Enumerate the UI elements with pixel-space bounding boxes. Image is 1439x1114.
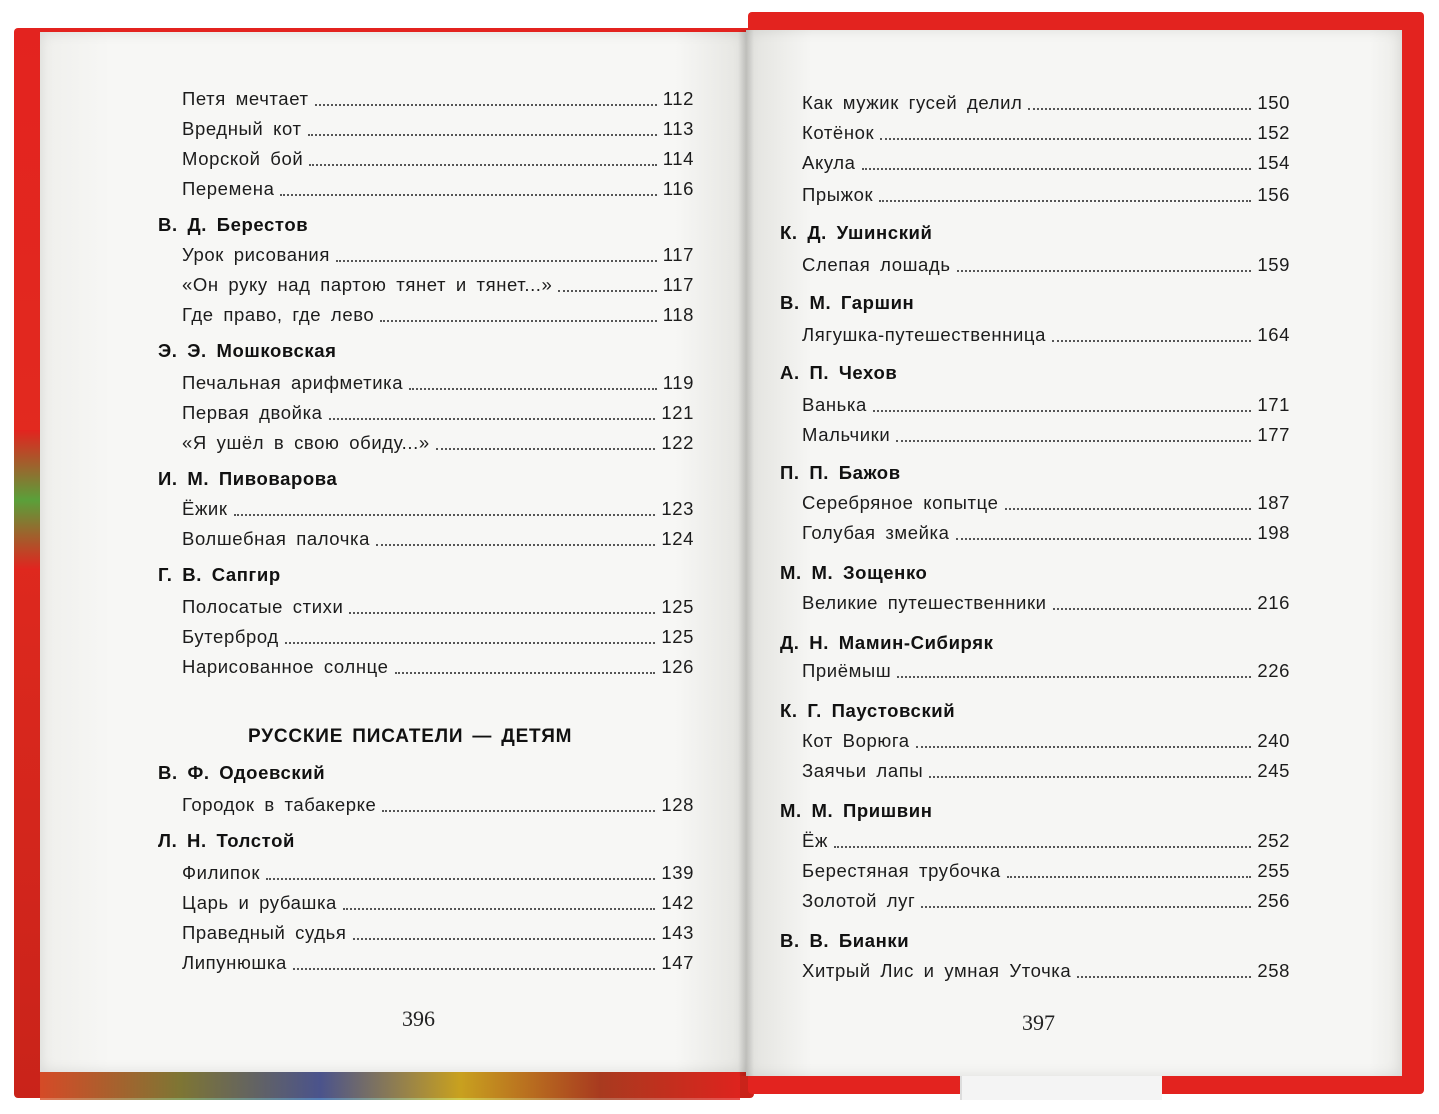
toc-entry-title: Великие путешественники [802, 592, 1047, 613]
toc-entry-page: 117 [662, 244, 694, 265]
toc-entry-title: Морской бой [182, 148, 304, 169]
toc-entry[interactable] [802, 122, 1290, 144]
toc-entry-title: Где право, где лево [182, 304, 375, 325]
toc-dot-leader [436, 448, 656, 450]
toc-entry-page: 124 [661, 528, 694, 549]
toc-entry[interactable] [802, 522, 1290, 544]
toc-entry-page: 125 [661, 596, 694, 617]
toc-entry-title: Полосатые стихи [182, 596, 344, 617]
toc-entry[interactable] [182, 432, 694, 454]
toc-entry-page: 164 [1257, 324, 1290, 345]
toc-dot-leader [834, 846, 1251, 848]
toc-entry-page: 128 [661, 794, 694, 815]
toc-dot-leader [1005, 508, 1252, 510]
toc-dot-leader [280, 194, 656, 196]
toc-author-heading: В. Д. Берестов [158, 214, 309, 235]
toc-entry-page: 126 [661, 656, 694, 677]
toc-entry[interactable] [182, 596, 694, 618]
toc-dot-leader [956, 538, 1252, 540]
toc-entry-page: 177 [1257, 424, 1290, 445]
toc-dot-leader [921, 906, 1251, 908]
toc-entry-page: 159 [1257, 254, 1290, 275]
toc-dot-leader [929, 776, 1251, 778]
toc-entry-page: 245 [1257, 760, 1290, 781]
toc-entry-title: «Я ушёл в свою обиду...» [182, 432, 430, 453]
toc-dot-leader [343, 908, 655, 910]
toc-entry-page: 121 [661, 402, 694, 423]
toc-section-heading: РУССКИЕ ПИСАТЕЛИ — ДЕТЯМ [248, 726, 573, 747]
toc-author-heading: Д. Н. Мамин-Сибиряк [780, 632, 994, 653]
toc-dot-leader [1028, 108, 1251, 110]
toc-entry-page: 154 [1257, 152, 1290, 173]
toc-entry-title: Петя мечтает [182, 88, 309, 109]
toc-author-heading: М. М. Пришвин [780, 800, 933, 821]
toc-dot-leader [380, 320, 656, 322]
toc-entry-title: Праведный судья [182, 922, 347, 943]
toc-dot-leader [309, 164, 656, 166]
toc-entry-title: Как мужик гусей делил [802, 92, 1023, 113]
toc-entry-title: Приёмыш [802, 660, 892, 681]
toc-entry-title: Берестяная трубочка [802, 860, 1001, 881]
toc-entry-title: Филипок [182, 862, 261, 883]
toc-dot-leader [285, 642, 656, 644]
toc-dot-leader [873, 410, 1251, 412]
toc-entry-title: Ванька [802, 394, 867, 415]
toc-entry[interactable] [182, 372, 694, 394]
toc-dot-leader [879, 200, 1251, 202]
toc-entry-page: 198 [1257, 522, 1290, 543]
toc-entry-page: 139 [661, 862, 694, 883]
toc-author-heading: В. В. Бианки [780, 930, 910, 951]
toc-entry-title: Царь и рубашка [182, 892, 337, 913]
toc-entry-title: Акула [802, 152, 856, 173]
toc-entry-page: 123 [661, 498, 694, 519]
toc-author-heading: К. Д. Ушинский [780, 222, 933, 243]
toc-entry-title: Волшебная палочка [182, 528, 371, 549]
toc-entry[interactable] [802, 254, 1290, 276]
toc-dot-leader [897, 676, 1251, 678]
toc-entry-title: Печальная арифметика [182, 372, 404, 393]
toc-entry-page: 187 [1257, 492, 1290, 513]
right-page-number: 397 [1022, 1010, 1055, 1035]
toc-entry-title: Серебряное копытце [802, 492, 999, 513]
toc-entry-page: 116 [662, 178, 694, 199]
toc-entry-page: 119 [662, 372, 694, 393]
toc-dot-leader [336, 260, 657, 262]
toc-dot-leader [896, 440, 1251, 442]
toc-entry-title: Ёж [802, 830, 828, 851]
toc-author-heading: В. М. Гаршин [780, 292, 915, 313]
toc-entry-title: Хитрый Лис и умная Уточка [802, 960, 1072, 981]
toc-dot-leader [409, 388, 657, 390]
toc-entry-page: 256 [1257, 890, 1290, 911]
toc-dot-leader [916, 746, 1252, 748]
toc-entry[interactable] [182, 148, 694, 170]
toc-dot-leader [234, 514, 656, 516]
toc-dot-leader [382, 810, 655, 812]
toc-entry[interactable] [802, 760, 1290, 782]
toc-entry[interactable] [802, 424, 1290, 446]
toc-dot-leader [349, 612, 655, 614]
toc-entry-title: Ёжик [182, 498, 228, 519]
toc-entry-page: 171 [1257, 394, 1290, 415]
toc-entry-page: 113 [662, 118, 694, 139]
toc-entry-title: Бутерброд [182, 626, 279, 647]
toc-entry[interactable] [802, 860, 1290, 882]
toc-entry[interactable] [802, 660, 1290, 682]
toc-entry-page: 252 [1257, 830, 1290, 851]
toc-entry[interactable] [182, 952, 694, 974]
toc-author-heading: Э. Э. Мошковская [158, 340, 337, 361]
toc-entry[interactable] [182, 274, 694, 296]
toc-entry[interactable] [182, 244, 694, 266]
toc-dot-leader [862, 168, 1252, 170]
toc-entry-title: Городок в табакерке [182, 794, 377, 815]
toc-dot-leader [1053, 608, 1252, 610]
toc-entry-page: 240 [1257, 730, 1290, 751]
toc-entry-title: Кот Ворюга [802, 730, 910, 751]
toc-author-heading: А. П. Чехов [780, 362, 898, 383]
toc-dot-leader [308, 134, 657, 136]
toc-entry-page: 118 [662, 304, 694, 325]
toc-dot-leader [376, 544, 655, 546]
toc-entry-page: 147 [661, 952, 694, 973]
toc-entry-page: 150 [1257, 92, 1290, 113]
toc-entry-title: Мальчики [802, 424, 891, 445]
left-page-number: 396 [402, 1006, 435, 1031]
toc-entry-page: 258 [1257, 960, 1290, 981]
toc-entry[interactable] [182, 892, 694, 914]
toc-entry-title: Котёнок [802, 122, 875, 143]
toc-entry-title: Заячьи лапы [802, 760, 924, 781]
toc-author-heading: П. П. Бажов [780, 462, 901, 483]
toc-entry-title: Лягушка-путешественница [802, 324, 1046, 345]
toc-author-heading: И. М. Пивоварова [158, 468, 338, 489]
toc-entry-page: 156 [1257, 184, 1290, 205]
toc-dot-leader [1007, 876, 1252, 878]
toc-entry-title: Нарисованное солнце [182, 656, 389, 677]
toc-entry[interactable] [182, 626, 694, 648]
cover-illustration-strip [40, 1072, 740, 1100]
toc-entry[interactable] [182, 88, 694, 110]
toc-entry[interactable] [802, 592, 1290, 614]
toc-entry-title: Золотой луг [802, 890, 916, 911]
toc-author-heading: В. Ф. Одоевский [158, 762, 326, 783]
toc-entry[interactable] [802, 92, 1290, 114]
toc-author-heading: К. Г. Паустовский [780, 700, 956, 721]
toc-dot-leader [1077, 976, 1251, 978]
toc-entry-page: 143 [661, 922, 694, 943]
toc-dot-leader [395, 672, 656, 674]
toc-author-heading: Л. Н. Толстой [158, 830, 295, 851]
toc-entry-title: Урок рисования [182, 244, 330, 265]
toc-entry-title: Первая двойка [182, 402, 323, 423]
toc-author-heading: М. М. Зощенко [780, 562, 928, 583]
toc-entry-title: Липунюшка [182, 952, 287, 973]
toc-entry[interactable] [802, 730, 1290, 752]
toc-entry[interactable] [182, 402, 694, 424]
toc-entry[interactable] [182, 178, 694, 200]
toc-entry[interactable] [802, 830, 1290, 852]
toc-entry[interactable] [182, 862, 694, 884]
toc-entry-page: 117 [662, 274, 694, 295]
toc-entry-title: Прыжок [802, 184, 874, 205]
toc-entry-page: 152 [1257, 122, 1290, 143]
toc-entry-title: Перемена [182, 178, 275, 199]
toc-dot-leader [266, 878, 655, 880]
toc-entry-title: Голубая змейка [802, 522, 950, 543]
toc-entry[interactable] [802, 324, 1290, 346]
toc-author-heading: Г. В. Сапгир [158, 564, 281, 585]
toc-entry[interactable] [802, 184, 1290, 206]
toc-dot-leader [293, 968, 655, 970]
toc-entry-title: «Он руку над партою тянет и тянет...» [182, 274, 553, 295]
toc-entry[interactable] [802, 152, 1290, 174]
toc-entry-page: 216 [1257, 592, 1290, 613]
toc-dot-leader [957, 270, 1252, 272]
toc-entry-page: 122 [661, 432, 694, 453]
toc-entry[interactable] [182, 118, 694, 140]
toc-entry[interactable] [182, 656, 694, 678]
toc-dot-leader [558, 290, 656, 292]
toc-entry-title: Слепая лошадь [802, 254, 951, 275]
toc-dot-leader [315, 104, 657, 106]
toc-entry[interactable] [802, 394, 1290, 416]
toc-entry[interactable] [802, 492, 1290, 514]
toc-dot-leader [880, 138, 1251, 140]
toc-entry[interactable] [182, 498, 694, 520]
toc-entry[interactable] [182, 794, 694, 816]
toc-entry-page: 226 [1257, 660, 1290, 681]
toc-entry-page: 125 [661, 626, 694, 647]
toc-entry[interactable] [182, 528, 694, 550]
toc-dot-leader [1052, 340, 1251, 342]
toc-entry[interactable] [182, 304, 694, 326]
toc-dot-leader [353, 938, 656, 940]
toc-entry-title: Вредный кот [182, 118, 302, 139]
toc-entry-page: 114 [662, 148, 694, 169]
toc-entry[interactable] [802, 960, 1290, 982]
book-gutter [738, 30, 754, 1076]
toc-entry-page: 255 [1257, 860, 1290, 881]
toc-dot-leader [329, 418, 656, 420]
toc-entry[interactable] [802, 890, 1290, 912]
toc-entry-page: 142 [661, 892, 694, 913]
toc-entry[interactable] [182, 922, 694, 944]
toc-entry-page: 112 [662, 88, 694, 109]
